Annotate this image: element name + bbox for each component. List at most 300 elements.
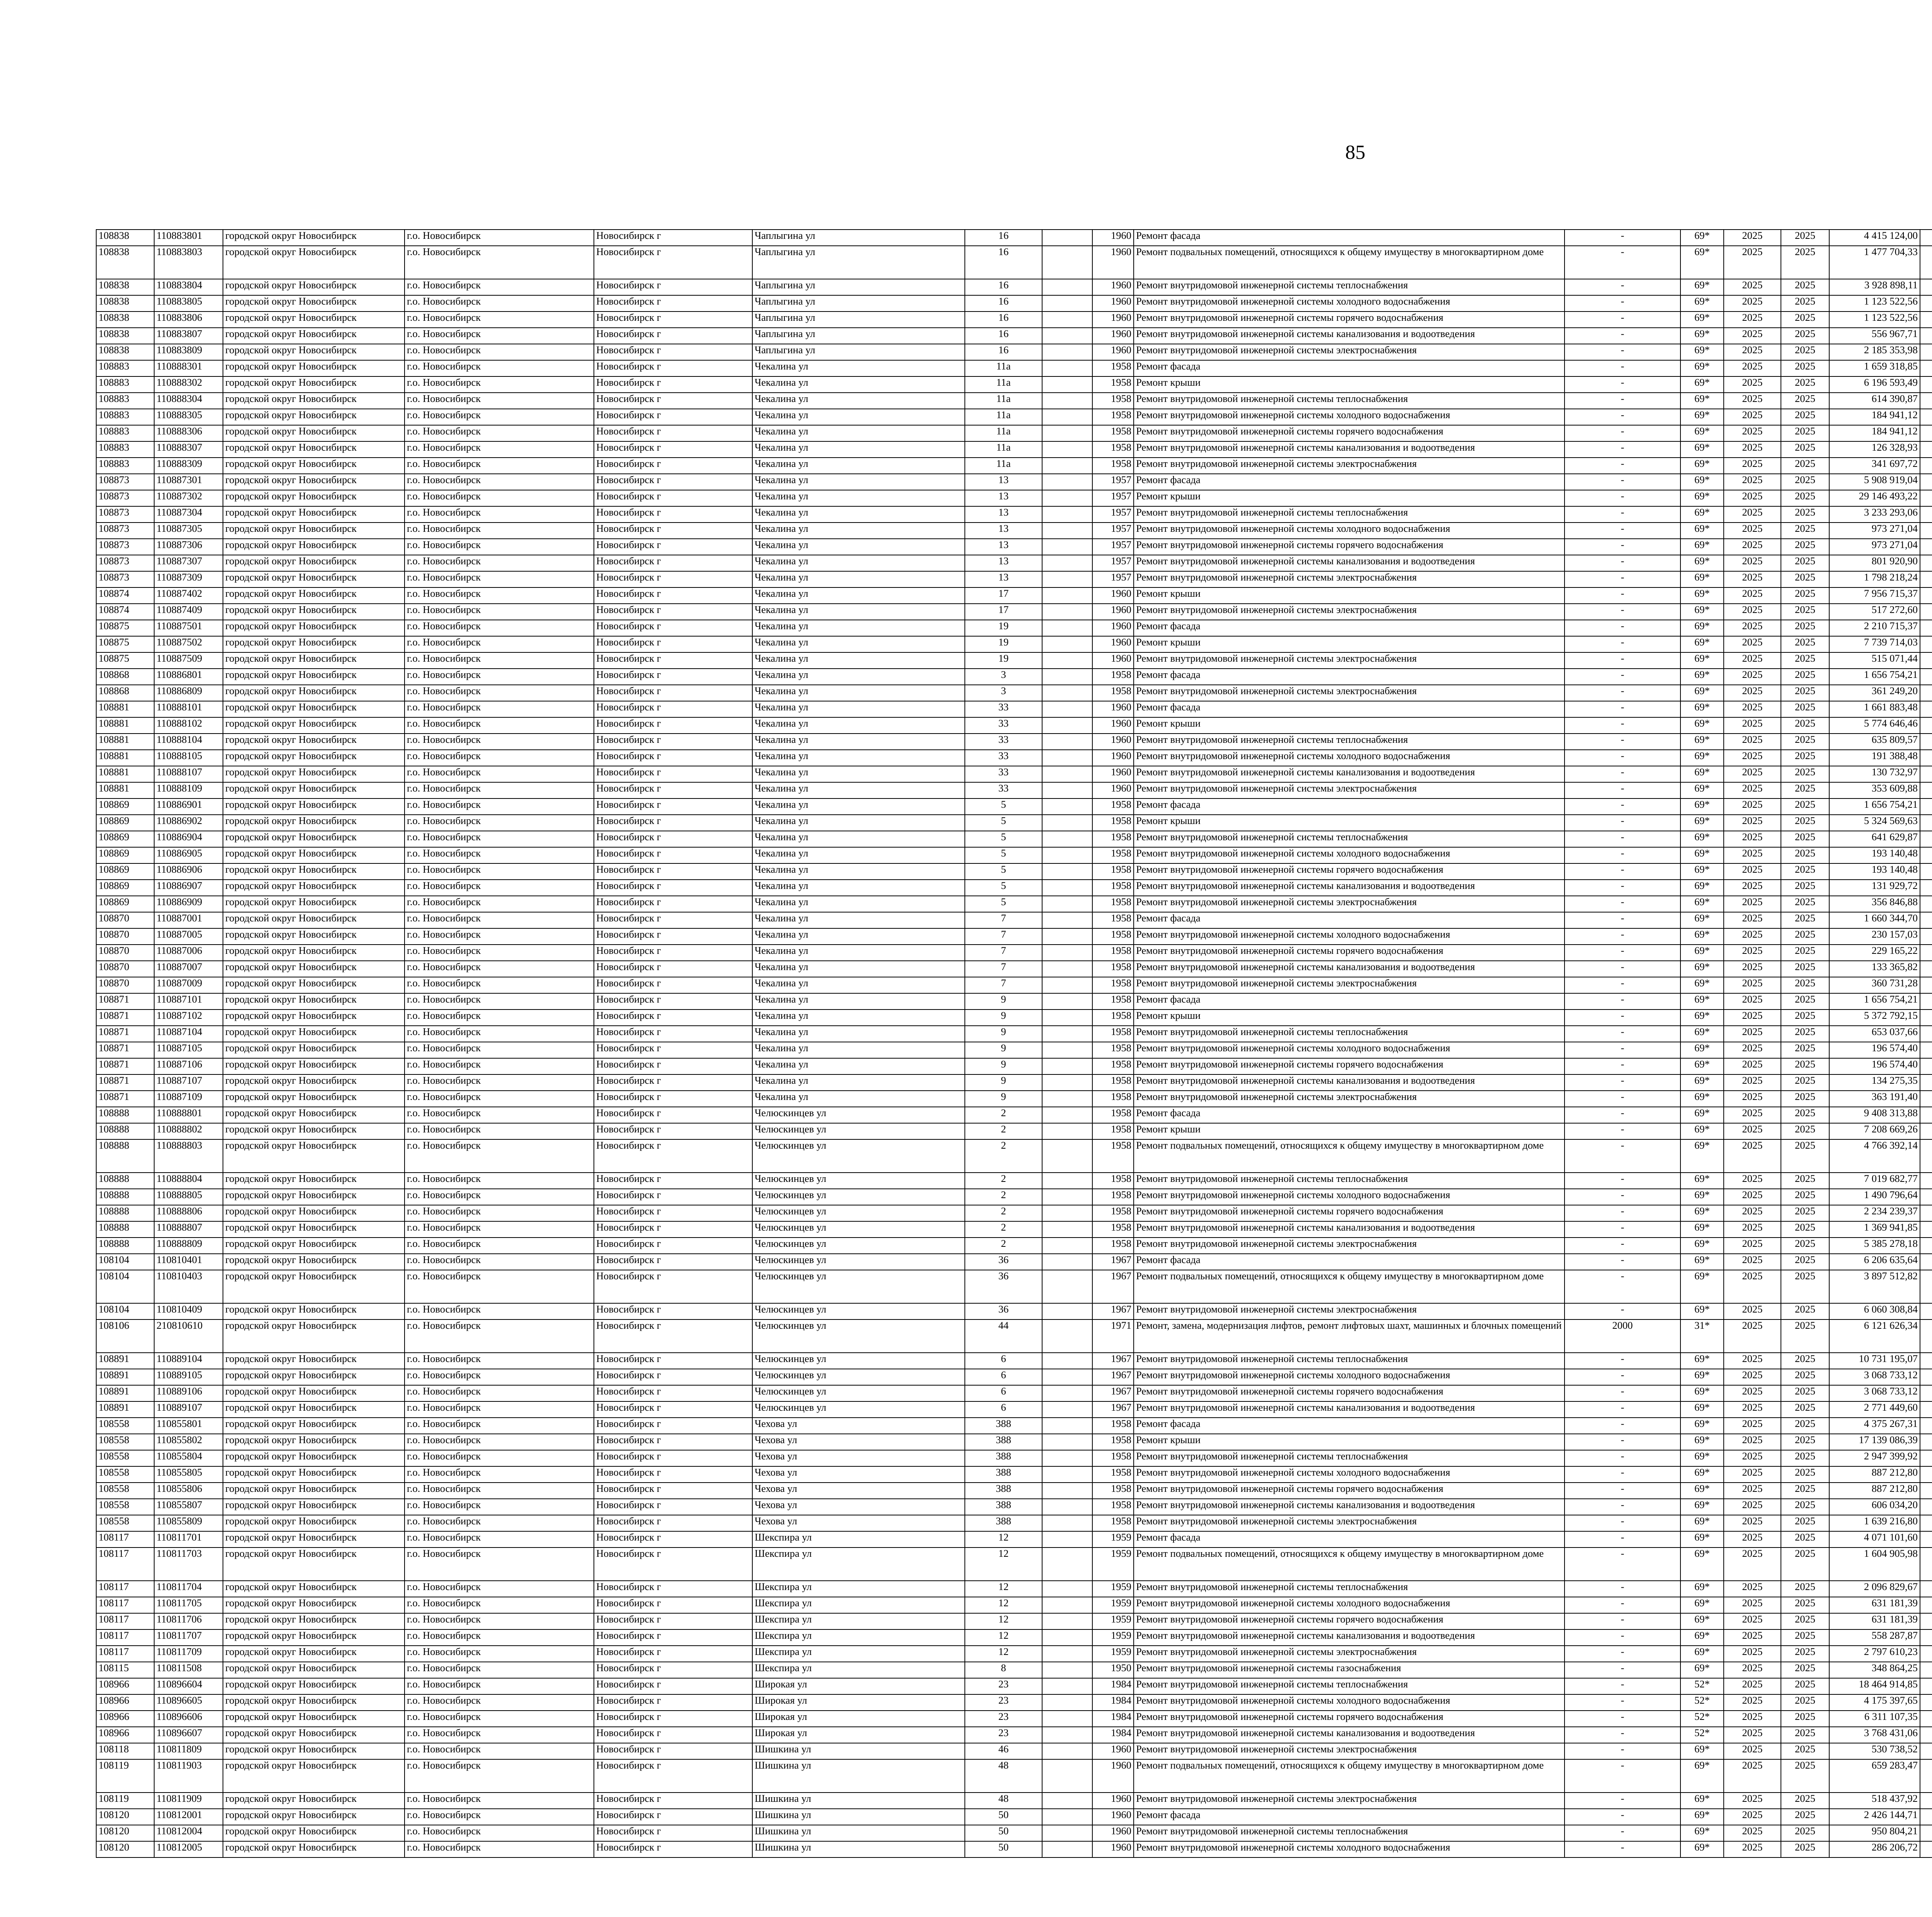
cell-building: [1042, 896, 1092, 912]
cell-year-start: 2025: [1724, 506, 1781, 523]
cell-year-built: 1960: [1092, 636, 1134, 652]
table-row: [96, 1629, 1932, 1646]
table-row: [96, 312, 1932, 328]
cell-year-built: 1960: [1092, 782, 1134, 798]
cell-municipality: городской округ Новосибирск: [223, 1711, 405, 1727]
cell-year-start: 2025: [1724, 1466, 1781, 1483]
cell-cost-limit: 69*: [1680, 1662, 1724, 1678]
cell-cost-limit: 69*: [1680, 425, 1724, 441]
cell-municipality: городской округ Новосибирск: [223, 506, 405, 523]
cell-total-cost: 133 365,82: [1829, 961, 1920, 977]
cell-building: [1042, 652, 1092, 669]
cell-year-end: 2025: [1781, 766, 1829, 782]
cell-year-built: 1958: [1092, 1221, 1134, 1238]
cell-settlement: Новосибирск г: [594, 506, 752, 523]
cell-year-built: 1958: [1092, 1074, 1134, 1091]
cell-building: [1042, 587, 1092, 604]
cell-settlement: Новосибирск г: [594, 1646, 752, 1662]
cell-cost-limit: 69*: [1680, 360, 1724, 376]
cell-municipality: городской округ Новосибирск: [223, 782, 405, 798]
cell-work-type: Ремонт фасада: [1134, 360, 1565, 376]
cell-municipality: городской округ Новосибирск: [223, 928, 405, 945]
cell-street: Чекалина ул: [752, 555, 965, 571]
cell-work-id: 110886906: [154, 863, 223, 880]
cell-settlement: Новосибирск г: [594, 1418, 752, 1434]
cell-building: [1042, 945, 1092, 961]
cell-year-start: 2025: [1724, 246, 1781, 279]
cell-year-start: 2025: [1724, 604, 1781, 620]
cell-total-cost: 341 697,72: [1829, 458, 1920, 474]
cell-house-number: 16: [965, 279, 1042, 295]
cell-street: Челюскинцев ул: [752, 1139, 965, 1173]
table-row: [96, 376, 1932, 393]
cell-work-type: Ремонт внутридомовой инженерной системы электроснабжения: [1134, 782, 1565, 798]
cell-work-id: 110886901: [154, 798, 223, 815]
cell-municipality: городской округ Новосибирск: [223, 1743, 405, 1759]
cell-house-id: 108838: [96, 295, 154, 312]
cell-fund-amount: [1920, 425, 1932, 441]
cell-year-start: 2025: [1724, 1091, 1781, 1107]
cell-municipality: городской округ Новосибирск: [223, 587, 405, 604]
cell-work-id: 110887105: [154, 1042, 223, 1058]
cell-year-end: 2025: [1781, 669, 1829, 685]
cell-fund-amount: [1920, 393, 1932, 409]
cell-volume: -: [1565, 1221, 1680, 1238]
cell-street: Шекспира ул: [752, 1613, 965, 1629]
cell-work-id: 110889106: [154, 1385, 223, 1401]
cell-total-cost: 2 210 715,37: [1829, 620, 1920, 636]
cell-year-start: 2025: [1724, 961, 1781, 977]
cell-year-start: 2025: [1724, 945, 1781, 961]
cell-cost-limit: 69*: [1680, 587, 1724, 604]
cell-work-type: Ремонт внутридомовой инженерной системы горячего водоснабжения: [1134, 312, 1565, 328]
cell-year-built: 1960: [1092, 701, 1134, 717]
cell-year-end: 2025: [1781, 1107, 1829, 1123]
cell-year-built: 1958: [1092, 669, 1134, 685]
cell-cost-limit: 69*: [1680, 863, 1724, 880]
cell-total-cost: 7 956 715,37: [1829, 587, 1920, 604]
cell-year-start: 2025: [1724, 1434, 1781, 1450]
cell-house-number: 2: [965, 1107, 1042, 1123]
table-row: [96, 1483, 1932, 1499]
cell-year-end: 2025: [1781, 1646, 1829, 1662]
table-row: [96, 328, 1932, 344]
cell-total-cost: 3 897 512,82: [1829, 1270, 1920, 1303]
cell-cost-limit: 69*: [1680, 831, 1724, 847]
cell-volume: -: [1565, 717, 1680, 734]
cell-building: [1042, 782, 1092, 798]
cell-house-number: 388: [965, 1499, 1042, 1515]
cell-street: Шишкина ул: [752, 1809, 965, 1825]
cell-settlement: Новосибирск г: [594, 393, 752, 409]
table-row: [96, 279, 1932, 295]
cell-house-id: 108106: [96, 1319, 154, 1353]
cell-building: [1042, 360, 1092, 376]
cell-cost-limit: 69*: [1680, 1548, 1724, 1581]
cell-building: [1042, 620, 1092, 636]
table-row: [96, 1841, 1932, 1857]
cell-building: [1042, 1483, 1092, 1499]
cell-work-type: Ремонт крыши: [1134, 587, 1565, 604]
cell-volume: -: [1565, 1254, 1680, 1270]
cell-year-end: 2025: [1781, 863, 1829, 880]
cell-building: [1042, 701, 1092, 717]
cell-municipal-district: г.о. Новосибирск: [405, 1385, 594, 1401]
cell-municipal-district: г.о. Новосибирск: [405, 409, 594, 425]
cell-total-cost: 3 068 733,12: [1829, 1369, 1920, 1385]
cell-municipality: городской округ Новосибирск: [223, 1581, 405, 1597]
cell-year-end: 2025: [1781, 1483, 1829, 1499]
cell-volume: -: [1565, 230, 1680, 246]
cell-street: Чекалина ул: [752, 1042, 965, 1058]
cell-street: Чекалина ул: [752, 1074, 965, 1091]
cell-house-id: 108870: [96, 977, 154, 993]
cell-street: Шекспира ул: [752, 1629, 965, 1646]
cell-fund-amount: [1920, 1694, 1932, 1711]
cell-municipality: городской округ Новосибирск: [223, 815, 405, 831]
cell-house-number: 11а: [965, 376, 1042, 393]
table-row: [96, 604, 1932, 620]
table-row: [96, 1531, 1932, 1548]
cell-municipality: городской округ Новосибирск: [223, 328, 405, 344]
cell-building: [1042, 1418, 1092, 1434]
cell-year-end: 2025: [1781, 1548, 1829, 1581]
cell-work-type: Ремонт внутридомовой инженерной системы холодного водоснабжения: [1134, 928, 1565, 945]
cell-settlement: Новосибирск г: [594, 734, 752, 750]
cell-fund-amount: [1920, 847, 1932, 863]
cell-year-start: 2025: [1724, 1711, 1781, 1727]
cell-settlement: Новосибирск г: [594, 961, 752, 977]
cell-municipality: городской округ Новосибирск: [223, 1613, 405, 1629]
cell-fund-amount: [1920, 1270, 1932, 1303]
cell-municipal-district: г.о. Новосибирск: [405, 230, 594, 246]
cell-volume: -: [1565, 312, 1680, 328]
repair-program-table: [96, 229, 1932, 1858]
cell-municipal-district: г.о. Новосибирск: [405, 458, 594, 474]
cell-fund-amount: [1920, 1418, 1932, 1434]
cell-year-built: 1959: [1092, 1613, 1134, 1629]
cell-year-built: 1984: [1092, 1711, 1134, 1727]
cell-work-id: 110888801: [154, 1107, 223, 1123]
table-body: [96, 230, 1932, 1857]
cell-house-number: 33: [965, 782, 1042, 798]
cell-cost-limit: 69*: [1680, 1173, 1724, 1189]
cell-year-start: 2025: [1724, 230, 1781, 246]
cell-building: [1042, 1743, 1092, 1759]
cell-work-id: 110887009: [154, 977, 223, 993]
cell-fund-amount: [1920, 376, 1932, 393]
cell-year-start: 2025: [1724, 1694, 1781, 1711]
cell-house-id: 108883: [96, 425, 154, 441]
cell-settlement: Новосибирск г: [594, 1107, 752, 1123]
cell-fund-amount: [1920, 1303, 1932, 1319]
cell-cost-limit: 69*: [1680, 604, 1724, 620]
table-row: [96, 295, 1932, 312]
cell-street: Чехова ул: [752, 1499, 965, 1515]
cell-work-type: Ремонт внутридомовой инженерной системы электроснабжения: [1134, 1303, 1565, 1319]
cell-municipal-district: г.о. Новосибирск: [405, 1694, 594, 1711]
cell-house-number: 5: [965, 815, 1042, 831]
cell-year-start: 2025: [1724, 717, 1781, 734]
cell-total-cost: 653 037,66: [1829, 1026, 1920, 1042]
cell-work-id: 110887102: [154, 1010, 223, 1026]
cell-work-type: Ремонт фасада: [1134, 1531, 1565, 1548]
cell-volume: -: [1565, 1694, 1680, 1711]
cell-street: Чекалина ул: [752, 896, 965, 912]
cell-work-id: 110810409: [154, 1303, 223, 1319]
cell-work-id: 110889105: [154, 1369, 223, 1385]
cell-municipal-district: г.о. Новосибирск: [405, 1597, 594, 1613]
cell-house-number: 2: [965, 1139, 1042, 1173]
cell-year-start: 2025: [1724, 1401, 1781, 1418]
cell-work-id: 110812004: [154, 1825, 223, 1841]
cell-municipal-district: г.о. Новосибирск: [405, 587, 594, 604]
cell-cost-limit: 69*: [1680, 506, 1724, 523]
cell-municipal-district: г.о. Новосибирск: [405, 831, 594, 847]
cell-year-built: 1959: [1092, 1646, 1134, 1662]
cell-year-start: 2025: [1724, 474, 1781, 490]
cell-year-end: 2025: [1781, 701, 1829, 717]
cell-total-cost: 9 408 313,88: [1829, 1107, 1920, 1123]
cell-work-id: 110855802: [154, 1434, 223, 1450]
cell-year-end: 2025: [1781, 1353, 1829, 1369]
cell-building: [1042, 295, 1092, 312]
cell-fund-amount: [1920, 928, 1932, 945]
table-row: [96, 1466, 1932, 1483]
cell-cost-limit: 69*: [1680, 685, 1724, 701]
cell-municipality: городской округ Новосибирск: [223, 896, 405, 912]
cell-year-start: 2025: [1724, 620, 1781, 636]
cell-cost-limit: 69*: [1680, 1401, 1724, 1418]
cell-year-built: 1958: [1092, 1010, 1134, 1026]
cell-building: [1042, 539, 1092, 555]
cell-volume: -: [1565, 490, 1680, 506]
cell-house-id: 108558: [96, 1450, 154, 1466]
cell-year-end: 2025: [1781, 555, 1829, 571]
cell-street: Челюскинцев ул: [752, 1221, 965, 1238]
cell-year-start: 2025: [1724, 1238, 1781, 1254]
cell-year-start: 2025: [1724, 669, 1781, 685]
cell-building: [1042, 1254, 1092, 1270]
cell-fund-amount: [1920, 863, 1932, 880]
cell-total-cost: 801 920,90: [1829, 555, 1920, 571]
cell-municipal-district: г.о. Новосибирск: [405, 896, 594, 912]
cell-year-end: 2025: [1781, 1793, 1829, 1809]
cell-building: [1042, 1173, 1092, 1189]
cell-settlement: Новосибирск г: [594, 1793, 752, 1809]
cell-municipality: городской округ Новосибирск: [223, 1173, 405, 1189]
cell-street: Чекалина ул: [752, 717, 965, 734]
cell-house-id: 108117: [96, 1531, 154, 1548]
cell-work-type: Ремонт фасада: [1134, 912, 1565, 928]
cell-year-start: 2025: [1724, 815, 1781, 831]
table-row: [96, 1743, 1932, 1759]
cell-work-type: Ремонт внутридомовой инженерной системы канализования и водоотведения: [1134, 1401, 1565, 1418]
cell-municipal-district: г.о. Новосибирск: [405, 1238, 594, 1254]
cell-work-id: 110811809: [154, 1743, 223, 1759]
cell-street: Шекспира ул: [752, 1581, 965, 1597]
cell-total-cost: 4 175 397,65: [1829, 1694, 1920, 1711]
cell-work-id: 110888309: [154, 458, 223, 474]
cell-building: [1042, 1450, 1092, 1466]
cell-volume: -: [1565, 1353, 1680, 1369]
cell-volume: -: [1565, 1466, 1680, 1483]
cell-municipal-district: г.о. Новосибирск: [405, 1058, 594, 1074]
cell-municipality: городской округ Новосибирск: [223, 539, 405, 555]
cell-total-cost: 614 390,87: [1829, 393, 1920, 409]
cell-settlement: Новосибирск г: [594, 604, 752, 620]
cell-total-cost: 7 739 714,03: [1829, 636, 1920, 652]
cell-work-type: Ремонт внутридомовой инженерной системы холодного водоснабжения: [1134, 1466, 1565, 1483]
cell-settlement: Новосибирск г: [594, 685, 752, 701]
cell-house-id: 108115: [96, 1662, 154, 1678]
cell-year-built: 1960: [1092, 652, 1134, 669]
cell-work-id: 110888109: [154, 782, 223, 798]
cell-fund-amount: [1920, 1759, 1932, 1793]
cell-year-end: 2025: [1781, 1743, 1829, 1759]
cell-house-id: 108873: [96, 474, 154, 490]
cell-cost-limit: 69*: [1680, 393, 1724, 409]
cell-building: [1042, 636, 1092, 652]
cell-street: Чекалина ул: [752, 490, 965, 506]
cell-work-id: 110888104: [154, 734, 223, 750]
cell-house-id: 108120: [96, 1841, 154, 1857]
cell-municipal-district: г.о. Новосибирск: [405, 1107, 594, 1123]
cell-total-cost: 1 369 941,85: [1829, 1221, 1920, 1238]
cell-volume: -: [1565, 1091, 1680, 1107]
cell-municipal-district: г.о. Новосибирск: [405, 1531, 594, 1548]
cell-year-start: 2025: [1724, 1646, 1781, 1662]
cell-work-type: Ремонт фасада: [1134, 1107, 1565, 1123]
cell-work-id: 110887409: [154, 604, 223, 620]
cell-work-id: 110886907: [154, 880, 223, 896]
cell-work-id: 110887306: [154, 539, 223, 555]
cell-street: Челюскинцев ул: [752, 1401, 965, 1418]
cell-year-built: 1958: [1092, 847, 1134, 863]
cell-municipal-district: г.о. Новосибирск: [405, 474, 594, 490]
cell-building: [1042, 1548, 1092, 1581]
cell-municipal-district: г.о. Новосибирск: [405, 1123, 594, 1139]
cell-year-built: 1960: [1092, 230, 1134, 246]
cell-municipality: городской округ Новосибирск: [223, 279, 405, 295]
cell-volume: -: [1565, 1743, 1680, 1759]
cell-building: [1042, 1123, 1092, 1139]
cell-cost-limit: 69*: [1680, 912, 1724, 928]
cell-volume: -: [1565, 1401, 1680, 1418]
cell-settlement: Новосибирск г: [594, 344, 752, 360]
cell-street: Челюскинцев ул: [752, 1238, 965, 1254]
cell-municipality: городской округ Новосибирск: [223, 863, 405, 880]
cell-building: [1042, 1107, 1092, 1123]
cell-settlement: Новосибирск г: [594, 1841, 752, 1857]
table-row: [96, 750, 1932, 766]
cell-cost-limit: 69*: [1680, 1434, 1724, 1450]
cell-work-type: Ремонт внутридомовой инженерной системы теплоснабжения: [1134, 1026, 1565, 1042]
cell-house-number: 9: [965, 1026, 1042, 1042]
cell-work-type: Ремонт фасада: [1134, 1809, 1565, 1825]
cell-work-id: 110812001: [154, 1809, 223, 1825]
cell-municipal-district: г.о. Новосибирск: [405, 1353, 594, 1369]
cell-year-end: 2025: [1781, 847, 1829, 863]
cell-building: [1042, 863, 1092, 880]
cell-year-built: 1957: [1092, 490, 1134, 506]
cell-work-type: Ремонт крыши: [1134, 490, 1565, 506]
cell-municipal-district: г.о. Новосибирск: [405, 912, 594, 928]
cell-year-end: 2025: [1781, 1319, 1829, 1353]
cell-street: Чекалина ул: [752, 1010, 965, 1026]
cell-house-number: 7: [965, 945, 1042, 961]
cell-cost-limit: 69*: [1680, 376, 1724, 393]
cell-year-start: 2025: [1724, 295, 1781, 312]
cell-work-id: 110887106: [154, 1058, 223, 1074]
cell-year-built: 1984: [1092, 1678, 1134, 1694]
cell-year-end: 2025: [1781, 1418, 1829, 1434]
table-row: [96, 1809, 1932, 1825]
cell-cost-limit: 69*: [1680, 1238, 1724, 1254]
cell-street: Челюскинцев ул: [752, 1353, 965, 1369]
cell-total-cost: 1 659 318,85: [1829, 360, 1920, 376]
cell-year-start: 2025: [1724, 571, 1781, 587]
cell-total-cost: 2 947 399,92: [1829, 1450, 1920, 1466]
cell-municipality: городской округ Новосибирск: [223, 734, 405, 750]
cell-year-built: 1958: [1092, 798, 1134, 815]
cell-settlement: Новосибирск г: [594, 1238, 752, 1254]
cell-fund-amount: [1920, 458, 1932, 474]
cell-work-id: 110888803: [154, 1139, 223, 1173]
cell-fund-amount: [1920, 620, 1932, 636]
table-row: [96, 1173, 1932, 1189]
cell-fund-amount: [1920, 1091, 1932, 1107]
cell-cost-limit: 69*: [1680, 815, 1724, 831]
cell-street: Шекспира ул: [752, 1597, 965, 1613]
cell-house-id: 108869: [96, 815, 154, 831]
cell-volume: -: [1565, 636, 1680, 652]
cell-settlement: Новосибирск г: [594, 246, 752, 279]
table-row: [96, 1205, 1932, 1221]
cell-building: [1042, 376, 1092, 393]
cell-work-id: 110888809: [154, 1238, 223, 1254]
cell-municipality: городской округ Новосибирск: [223, 571, 405, 587]
cell-cost-limit: 69*: [1680, 945, 1724, 961]
cell-total-cost: 134 275,35: [1829, 1074, 1920, 1091]
cell-house-number: 36: [965, 1270, 1042, 1303]
cell-building: [1042, 1629, 1092, 1646]
cell-year-start: 2025: [1724, 312, 1781, 328]
cell-house-id: 108119: [96, 1793, 154, 1809]
cell-cost-limit: 69*: [1680, 896, 1724, 912]
cell-year-end: 2025: [1781, 1434, 1829, 1450]
cell-municipal-district: г.о. Новосибирск: [405, 798, 594, 815]
cell-street: Чекалина ул: [752, 587, 965, 604]
cell-house-id: 108871: [96, 1042, 154, 1058]
cell-cost-limit: 69*: [1680, 1531, 1724, 1548]
cell-volume: -: [1565, 1841, 1680, 1857]
cell-work-id: 110887301: [154, 474, 223, 490]
cell-street: Чехова ул: [752, 1483, 965, 1499]
cell-year-end: 2025: [1781, 928, 1829, 945]
cell-year-built: 1960: [1092, 604, 1134, 620]
cell-work-id: 110888306: [154, 425, 223, 441]
cell-house-number: 9: [965, 1042, 1042, 1058]
cell-fund-amount: [1920, 734, 1932, 750]
cell-municipality: городской округ Новосибирск: [223, 523, 405, 539]
cell-total-cost: 4 415 124,00: [1829, 230, 1920, 246]
cell-municipality: городской округ Новосибирск: [223, 1450, 405, 1466]
cell-house-number: 13: [965, 539, 1042, 555]
table-row: [96, 571, 1932, 587]
cell-house-id: 108120: [96, 1825, 154, 1841]
cell-settlement: Новосибирск г: [594, 1499, 752, 1515]
